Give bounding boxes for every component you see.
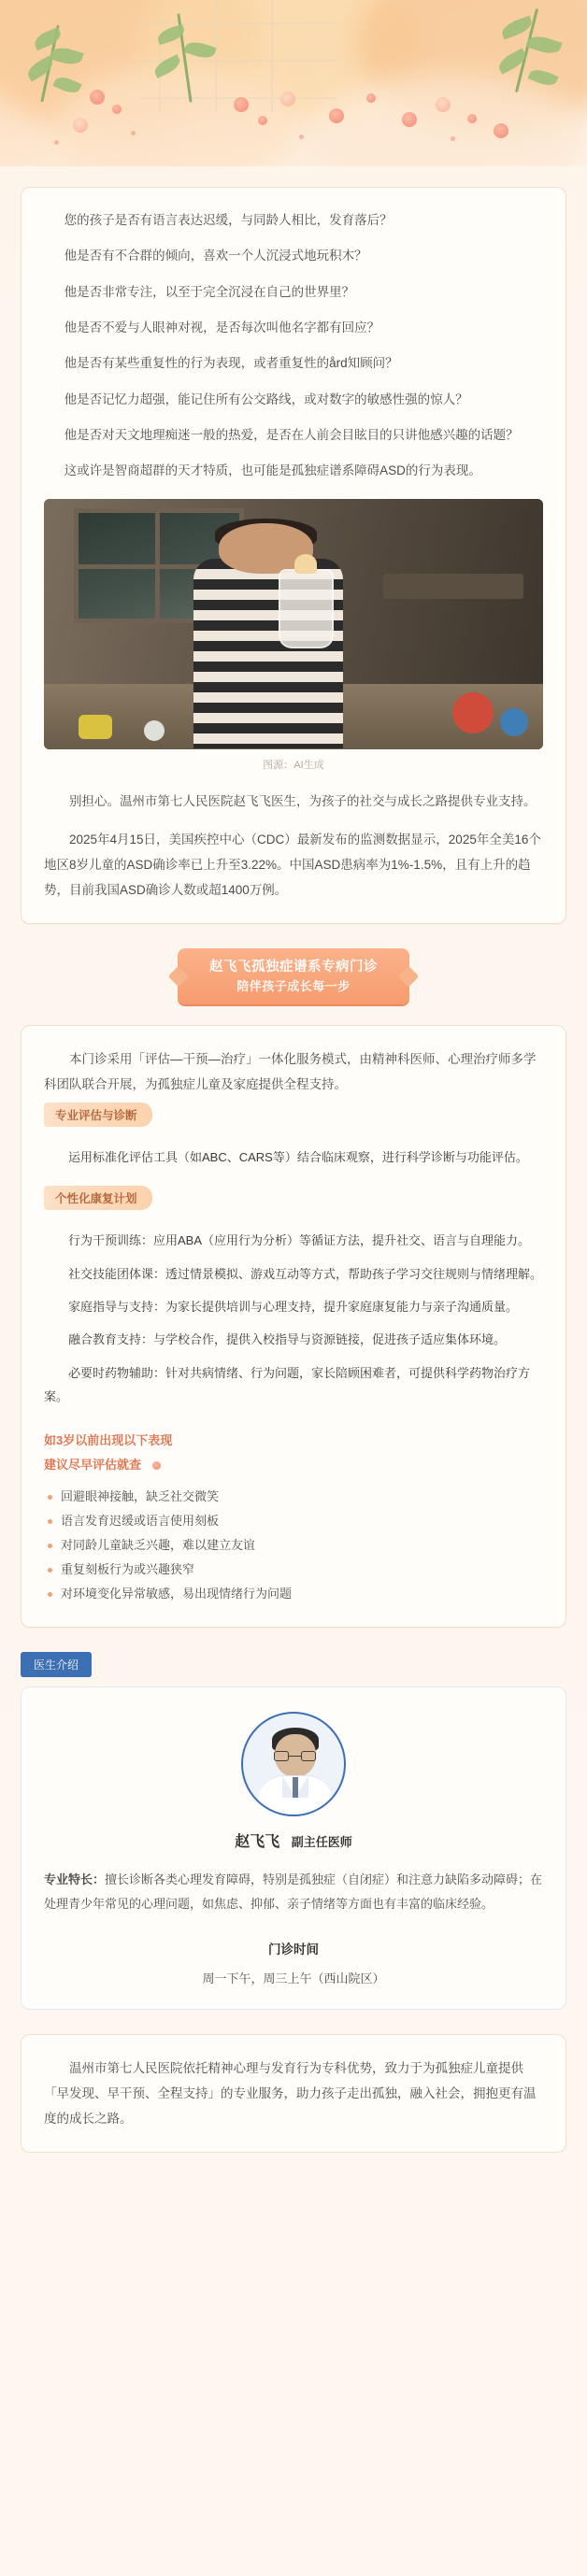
footer-text: 温州市第七人民医院依托精神心理与发育行为专科优势，致力于为孤独症儿童提供「早发现、早干预、全程支持」的专业服务，助力孩子走出孤独，融入社会，拥抱更有温度的成长之路。 [44,2060,537,2126]
service-section [44,1097,543,1169]
alert-list-item: 语言发育迟缓或语言使用刻板 [61,1509,543,1533]
petal-dot-decoration [54,140,59,145]
blossom-icon [494,123,508,138]
service-card [21,1025,566,1628]
clinic-hours-value: 周一下午，周三上午（西山院区） [202,1971,385,1985]
article-figure [44,499,543,772]
alert-list-item: 对同龄儿童缺乏兴趣，难以建立友谊 [61,1533,543,1558]
blossom-icon [280,92,295,107]
doctor-name-row [44,1829,543,1851]
clinic-hours-title: 门诊时间 [268,1942,319,1957]
section-title-banner [21,948,566,1005]
ribbon-line-1: 赵飞飞孤独症谱系专病门诊 [209,959,378,975]
question-item: 他是否有不合群的倾向，喜欢一个人沉浸式地玩积木？ [64,249,367,263]
alert-title-text-1: 如3岁以前出现以下表现 [44,1432,173,1447]
alert-list-item: 重复刻板行为或兴趣狭窄 [61,1558,543,1582]
ribbon-line-2: 陪伴孩子成长每一步 [236,978,351,993]
question-summary: 这或许是智商超群的天才特质，也可能是孤独症谱系障碍ASD的行为表现。 [64,463,481,478]
photo-toy [452,692,494,733]
doctor-specialty [44,1868,543,1916]
petal-dot-decoration [131,131,136,135]
alert-list-item: 对环境变化异常敏感，易出现情绪行为问题 [61,1582,543,1606]
petal-dot-decoration [451,136,455,141]
question-item: 他是否记忆力超强，能记住所有公交路线，或对数字的敏感性强的惊人？ [64,391,468,406]
avatar-tie [293,1777,298,1798]
question-item: 他是否有某些重复性的行为表现，或者重复性的ård知顾问？ [64,356,398,371]
question-item: 他是否非常专注，以至于完全沉浸在自己的世界里？ [64,284,355,299]
blossom-icon [467,114,477,123]
glasses-icon [274,1751,289,1761]
blossom-icon [73,118,88,133]
avatar [241,1712,346,1816]
doctor-card [21,1686,566,2010]
photo-toy [79,715,112,739]
service-intro [44,1046,543,1097]
child-photo [44,499,543,749]
service-paragraph: 家庭指导与支持：为家长提供培训与心理支持，提升家庭康复能力与亲子沟通质量。 [68,1300,519,1315]
section-label-doctor: 医生介绍 [21,1652,92,1677]
blossom-icon [402,112,417,127]
alert-title-primary [44,1430,543,1453]
doctor-specialty-label: 专业特长： [44,1872,106,1886]
service-paragraph: 融合教育支持：与学校合作，提供入校指导与资源链接，促进孩子适应集体环境。 [68,1332,507,1347]
blossom-icon [234,97,249,112]
doctor-specialty-text: 擅长诊断各类心理发育障碍，特别是孤独症（自闭症）和注意力缺陷多动障碍；在处理青少年常见的心理问题，如焦虑、抑郁、亲子情绪等方面也有丰富的临床经验。 [44,1872,543,1911]
ribbon [178,948,409,1005]
service-paragraph: 社交技能团体课：透过情景模拟、游戏互动等方式，帮助孩子学习交往规则与情绪理解。 [68,1266,543,1281]
question-item: 他是否对天文地理痴迷一般的热爱，是否在人前会目眩目的只讲他感兴趣的话题？ [64,427,519,442]
service-paragraph: 必要时药物辅助：针对共病情绪、行为问题，家长陪顾困难者，可提供科学药物治疗方案。 [44,1365,531,1404]
photo-caption: 图源：AI生成 [263,759,324,771]
alert-title-secondary [44,1454,543,1477]
grid-lines-decoration [140,0,336,112]
blossom-icon [329,108,344,123]
questions-list [44,208,543,484]
photo-bottle [279,569,334,649]
blossom-icon [258,116,267,125]
question-item: 您的孩子是否有语言表达迟缓，与同龄人相比，发育落后？ [64,213,393,227]
question-item: 他是否不爱与人眼神对视，是否每次叫他名字都有回应？ [64,320,380,334]
blossom-icon [112,105,122,114]
doctor-title: 副主任医师 [291,1834,352,1849]
photo-shelf [383,574,523,599]
service-section-body [44,1146,543,1169]
glasses-bridge [289,1756,301,1758]
blossom-icon [436,97,451,112]
service-tag: 专业评估与诊断 [44,1103,152,1127]
intro-text [44,789,543,903]
intro-paragraph: 2025年4月15日，美国疾控中心（CDC）最新发布的监测数据显示，2025年全美16个地区8岁儿童的ASD确诊率已上升至3.22%。中国ASD患病率为1%-1.5%，且有上升的趋势，目前我国ASD确诊人数或超1400万例。 [44,832,541,897]
intro-paragraph: 别担心。温州市第七人民医院赵飞飞医生，为孩子的社交与成长之路提供专业支持。 [69,793,537,808]
service-intro-paragraph: 本门诊采用「评估—干预—治疗」一体化服务模式，由精神科医师、心理治疗师多学科团队联合开展，为孤独症儿童及家庭提供全程支持。 [44,1052,537,1092]
questions-card [21,187,566,924]
service-section-body [44,1229,543,1408]
service-tag: 个性化康复计划 [44,1186,152,1210]
blossom-icon [90,90,105,105]
blossom-icon [366,93,376,103]
service-paragraph: 运用标准化评估工具（如ABC、CARS等）结合临床观察，进行科学诊断与功能评估。 [68,1150,528,1165]
alert-list [44,1485,543,1606]
service-paragraph: 行为干预训练：应用ABA（应用行为分析）等循证方法，提升社交、语言与自理能力。 [68,1233,531,1248]
service-section [44,1169,543,1408]
blossom-icon [152,1461,161,1470]
petal-dot-decoration [299,135,304,139]
alert-list-item: 回避眼神接触，缺乏社交微笑 [61,1485,543,1509]
alert-title-text-2: 建议尽早评估就查 [44,1458,142,1473]
header-decoration [0,0,587,166]
glasses-icon [301,1751,316,1761]
doctor-name: 赵飞飞 [235,1833,280,1850]
footer-card [21,2034,566,2153]
photo-toy [500,708,528,736]
